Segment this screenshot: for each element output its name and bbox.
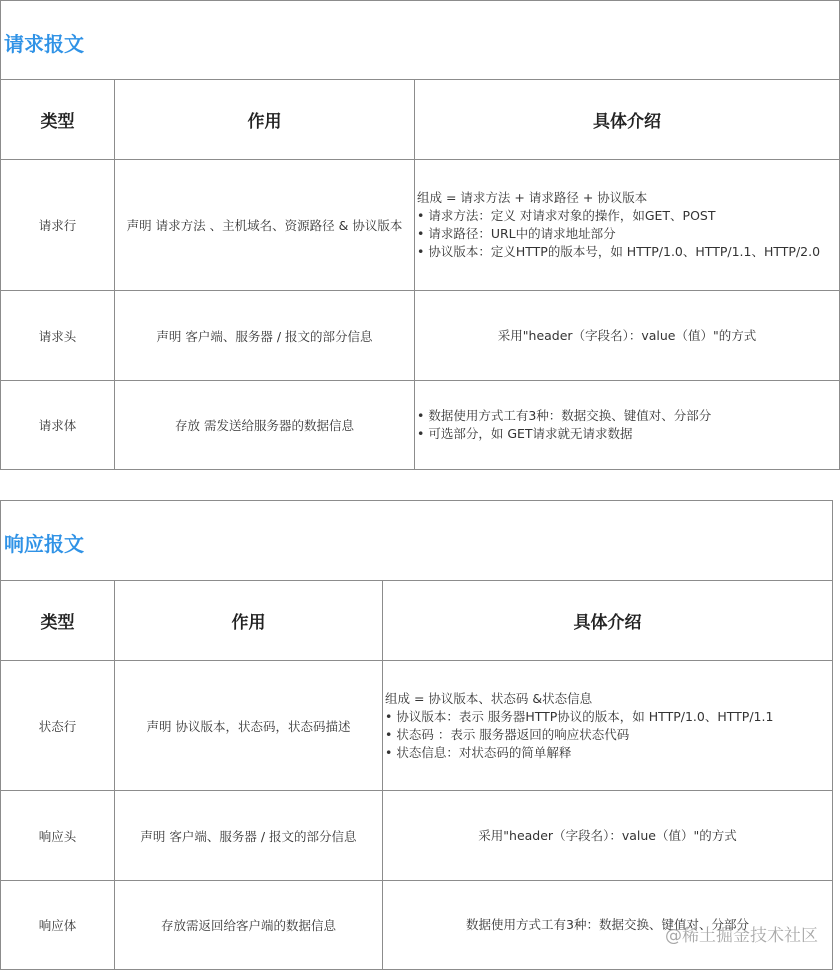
request-row-line-role: 声明 请求方法 、主机域名、资源路径 & 协议版本	[114, 159, 415, 291]
response-row-header-detail	[382, 790, 833, 881]
response-header-detail: 具体介绍	[382, 580, 833, 661]
response-title-box	[0, 500, 833, 581]
response-header-type: 类型	[0, 580, 115, 661]
detail-line: 采用"header（字段名）：value（值）"的方式	[497, 327, 757, 343]
response-row-status-role: 声明 协议版本，状态码，状态码描述	[114, 660, 383, 791]
response-row-header-type: 响应头	[0, 790, 115, 881]
response-header-role: 作用	[114, 580, 383, 661]
request-row-body-role: 存放 需发送给服务器的数据信息	[114, 380, 415, 470]
detail-line: • 协议版本：表示 服务器HTTP协议的版本，如 HTTP/1.0、HTTP/1.1	[385, 708, 774, 724]
request-row-line-detail	[414, 159, 840, 291]
watermark-text: @稀土掘金技术社区	[665, 926, 818, 946]
response-section-title: 响应报文	[4, 532, 84, 556]
detail-line: 采用"header（字段名）：value（值）"的方式	[478, 827, 737, 843]
response-row-header-role: 声明 客户端、服务器 / 报文的部分信息	[114, 790, 383, 881]
response-row-status-detail	[382, 660, 833, 791]
request-row-header-type: 请求头	[0, 290, 115, 381]
detail-line: • 协议版本：定义HTTP的版本号，如 HTTP/1.0、HTTP/1.1、HTTP/2.0	[417, 244, 821, 259]
detail-line: • 请求路径：URL中的请求地址部分	[417, 226, 616, 241]
detail-line: • 数据使用方式工有3种：数据交换、键值对、分部分	[417, 408, 712, 423]
request-row-header-detail	[414, 290, 840, 381]
request-row-header-role: 声明 客户端、服务器 / 报文的部分信息	[114, 290, 415, 381]
request-header-type: 类型	[0, 79, 115, 160]
response-row-body-role: 存放需返回给客户端的数据信息	[114, 880, 383, 970]
request-header-role: 作用	[114, 79, 415, 160]
request-header-detail: 具体介绍	[414, 79, 840, 160]
request-row-body-type: 请求体	[0, 380, 115, 470]
detail-line: • 状态信息：对状态码的简单解释	[385, 744, 572, 760]
detail-line: • 请求方法：定义 对请求对象的操作，如GET、POST	[417, 208, 716, 223]
detail-line: • 状态码 ：表示 服务器返回的响应状态代码	[385, 726, 630, 742]
request-section-title: 请求报文	[4, 32, 84, 56]
response-row-body-type: 响应体	[0, 880, 115, 970]
request-title-box	[0, 0, 840, 80]
response-row-status-type: 状态行	[0, 660, 115, 791]
detail-line: 数据使用方式工有3种：数据交换、键值对、分部分	[466, 917, 749, 932]
detail-line: 组成 = 协议版本、状态码 &状态信息	[385, 690, 593, 706]
request-row-line-type: 请求行	[0, 159, 115, 291]
detail-line: • 可选部分，如 GET请求就无请求数据	[417, 426, 633, 441]
detail-line: 组成 = 请求方法 + 请求路径 + 协议版本	[417, 190, 648, 205]
request-row-body-detail	[414, 380, 840, 470]
